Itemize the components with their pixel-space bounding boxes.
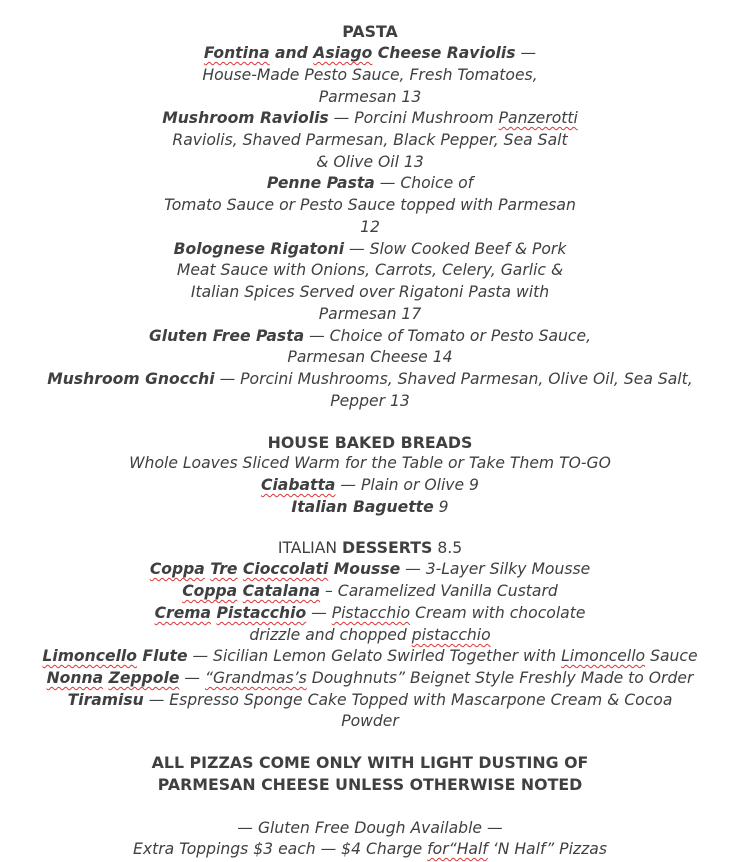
item-name: Zeppole bbox=[108, 669, 180, 687]
item-name: Nonna bbox=[46, 669, 104, 687]
item-name: Mousse bbox=[328, 560, 401, 578]
note-text: for“Half bbox=[427, 840, 488, 858]
breads-heading: HOUSE BAKED BREADS bbox=[267, 433, 473, 452]
pizza-note-line1: ALL PIZZAS COME ONLY WITH LIGHT DUSTING OF bbox=[151, 753, 589, 772]
item-description: Doughnuts” Beignet Style Freshly Made to Order bbox=[306, 669, 694, 687]
heading-price: 8.5 bbox=[432, 539, 463, 557]
item-name: Pistacchio bbox=[216, 604, 307, 622]
item-description: Meat Sauce with Onions, Carrots, Celery, Garlic & bbox=[176, 261, 564, 279]
item-name: Cheese Raviolis bbox=[372, 44, 516, 62]
item-price: 9 bbox=[433, 498, 449, 516]
item-name: Coppa bbox=[182, 582, 238, 600]
item-name: Mushroom Raviolis bbox=[162, 109, 329, 127]
menu-item-coppa-tre-cioccolati bbox=[0, 559, 740, 581]
item-description: — Porcini Mushroom bbox=[328, 109, 499, 127]
item-description: — Espresso Sponge Cake Topped with Mascarpone Cream & Cocoa bbox=[143, 691, 673, 709]
item-description: Italian Spices Served over Rigatoni Pasta with bbox=[190, 283, 550, 301]
item-description: House-Made Pesto Sauce, Fresh Tomatoes, bbox=[202, 66, 538, 84]
item-description: — 3-Layer Silky Mousse bbox=[400, 560, 591, 578]
item-description: Limoncello bbox=[561, 647, 646, 665]
item-description: Panzerotti bbox=[498, 109, 578, 127]
menu-item-penne-pasta bbox=[0, 173, 740, 195]
item-description: — Plain or Olive 9 bbox=[335, 476, 479, 494]
item-description: Tomato Sauce or Pesto Sauce topped with Parmesan bbox=[164, 196, 576, 214]
item-description: — bbox=[306, 604, 332, 622]
note-text: Extra Toppings $3 each — $4 Charge bbox=[133, 840, 428, 858]
menu-item-mushroom-gnocchi bbox=[0, 369, 740, 391]
item-description: pistacchio bbox=[411, 626, 491, 644]
item-description: — Choice of bbox=[374, 174, 474, 192]
pasta-heading: PASTA bbox=[342, 22, 398, 41]
menu-item-ciabatta bbox=[0, 475, 740, 497]
item-description: Powder bbox=[341, 712, 399, 730]
breads-intro: Whole Loaves Sliced Warm for the Table or Take Them TO-GO bbox=[129, 454, 611, 472]
item-description: & Olive Oil 13 bbox=[316, 153, 424, 171]
item-description: Sauce bbox=[645, 647, 698, 665]
item-description: — Porcini Mushrooms, Shaved Parmesan, Olive Oil, Sea Salt, bbox=[214, 370, 693, 388]
item-description: – Caramelized Vanilla Custard bbox=[320, 582, 558, 600]
gluten-free-dough-note: — Gluten Free Dough Available — bbox=[237, 819, 503, 837]
item-description: Pepper 13 bbox=[330, 392, 410, 410]
menu-item-tiramisu bbox=[0, 690, 740, 712]
item-name: Cioccolati bbox=[242, 560, 329, 578]
item-description: 12 bbox=[360, 218, 380, 236]
heading-part: ITALIAN bbox=[277, 539, 343, 557]
pizza-note-line2: PARMESAN CHEESE UNLESS OTHERWISE NOTED bbox=[157, 775, 583, 794]
item-name: Italian Baguette bbox=[291, 498, 434, 516]
item-description-line bbox=[0, 625, 740, 647]
item-description: Cream with chocolate bbox=[410, 604, 586, 622]
item-name: Tre bbox=[210, 560, 238, 578]
menu-item-coppa-catalana bbox=[0, 581, 740, 603]
item-description: — Slow Cooked Beef & Pork bbox=[344, 240, 567, 258]
item-description: — Choice of Tomato or Pesto Sauce, bbox=[304, 327, 592, 345]
item-name: Crema bbox=[154, 604, 212, 622]
item-description: Parmesan 17 bbox=[318, 305, 422, 323]
item-name: Bolognese Rigatoni bbox=[173, 240, 345, 258]
item-name: Flute bbox=[136, 647, 188, 665]
item-description: — bbox=[179, 669, 205, 687]
menu-item-nonna-zeppole bbox=[0, 668, 740, 690]
menu-item-gluten-free-pasta bbox=[0, 326, 740, 348]
item-description: — Sicilian Lemon Gelato Swirled Together with bbox=[187, 647, 562, 665]
item-name: Fontina bbox=[203, 44, 270, 62]
item-description: — bbox=[515, 44, 537, 62]
item-name: Penne Pasta bbox=[266, 174, 375, 192]
item-name: Gluten Free Pasta bbox=[148, 327, 305, 345]
extra-toppings-note bbox=[0, 839, 740, 861]
menu-item-bolognese-rigatoni bbox=[0, 239, 740, 261]
menu-item-mushroom-raviolis bbox=[0, 108, 740, 130]
menu-item-fontina-raviolis bbox=[0, 43, 740, 65]
heading-part: DESSERTS bbox=[342, 538, 433, 557]
item-name: Mushroom Gnocchi bbox=[47, 370, 215, 388]
item-description: Parmesan Cheese 14 bbox=[287, 348, 453, 366]
item-description: Pistacchio bbox=[331, 604, 411, 622]
item-name: Coppa bbox=[149, 560, 205, 578]
menu-item-crema-pistacchio bbox=[0, 603, 740, 625]
note-text: ‘N Half” Pizzas bbox=[487, 840, 607, 858]
item-name: Asiago bbox=[313, 44, 373, 62]
item-description: Parmesan 13 bbox=[318, 88, 422, 106]
desserts-heading bbox=[0, 537, 740, 560]
item-name: Tiramisu bbox=[67, 691, 144, 709]
menu-item-italian-baguette bbox=[0, 497, 740, 519]
item-name: Catalana bbox=[242, 582, 321, 600]
menu-item-limoncello-flute bbox=[0, 646, 740, 668]
item-description: drizzle and chopped bbox=[249, 626, 412, 644]
item-name: and bbox=[269, 44, 314, 62]
item-name: Limoncello bbox=[42, 647, 137, 665]
item-description: Raviolis, Shaved Parmesan, Black Pepper, Sea Salt bbox=[172, 131, 568, 149]
item-name: Ciabatta bbox=[261, 476, 336, 494]
item-description: “Grandmas’s bbox=[204, 669, 307, 687]
